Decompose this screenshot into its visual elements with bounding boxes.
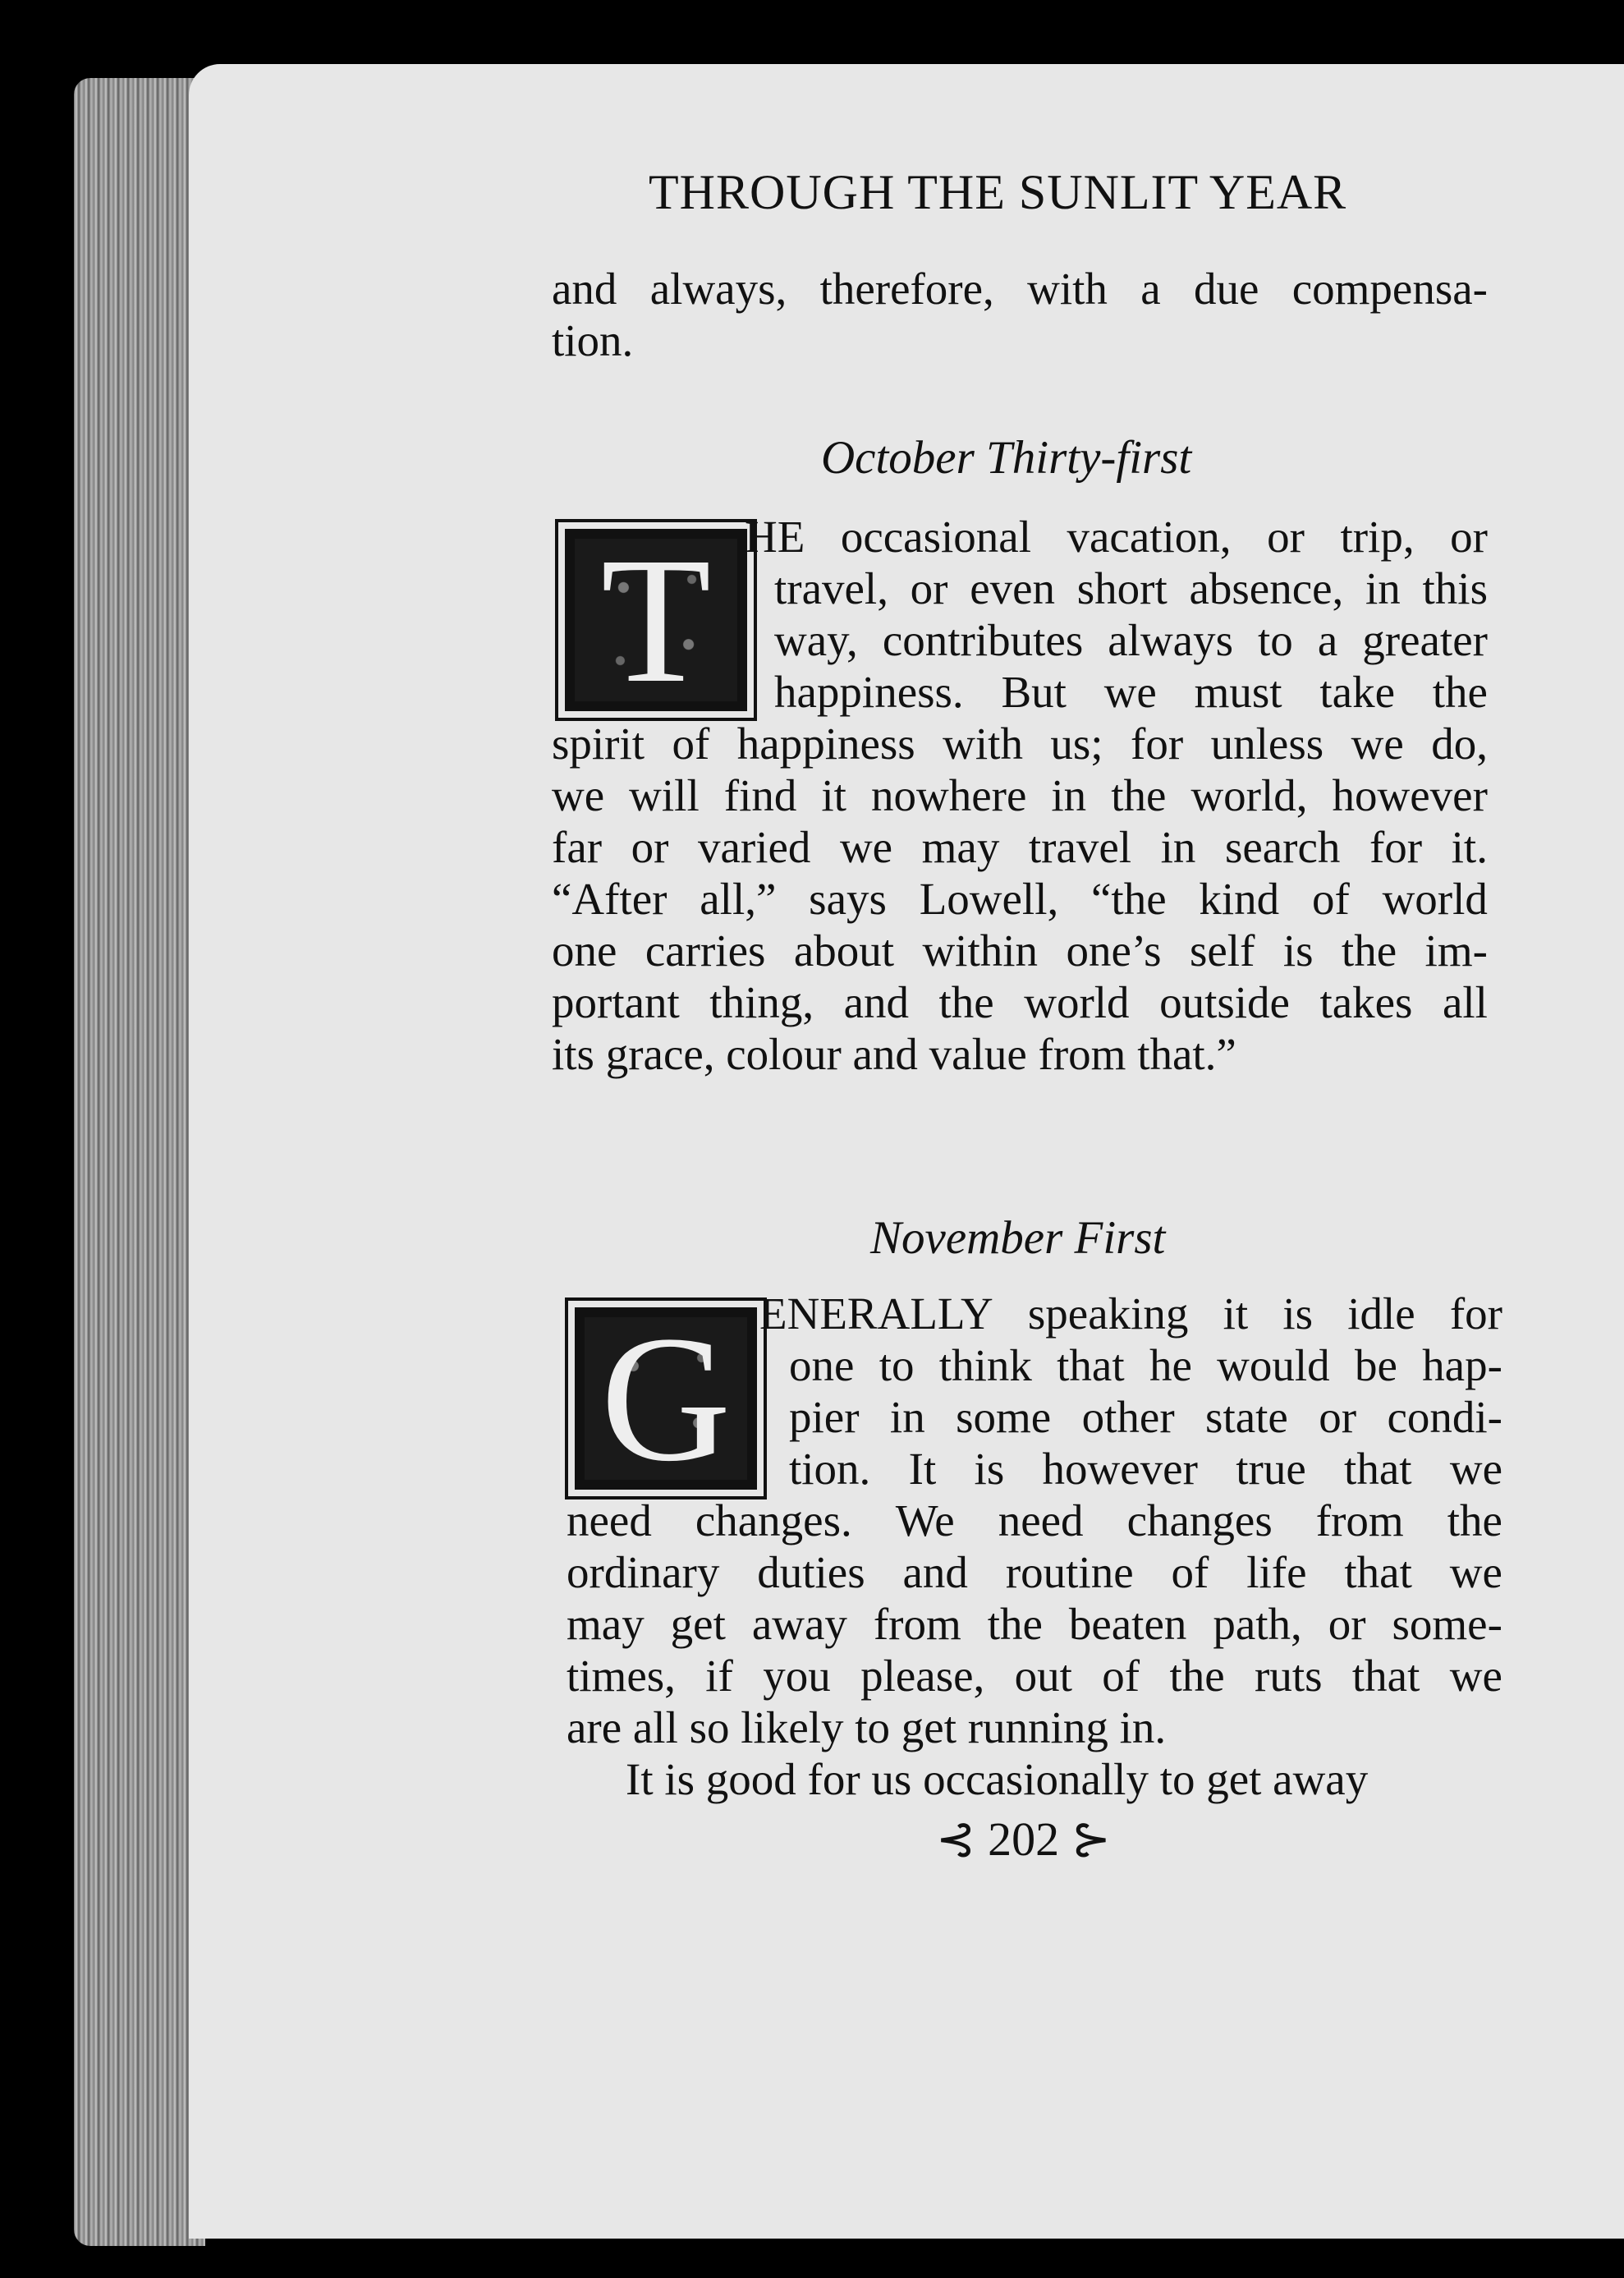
page-number-value: 202 [988,1812,1060,1866]
book-page-edges [74,78,205,2246]
dropcap-letter: T [600,520,712,720]
text-line: HE occasional vacation, or trip, or [745,512,1488,562]
ornament-right-icon: ⊱ [1071,1812,1112,1866]
text-line: need changes. We need changes from the [567,1495,1502,1545]
text-line: its grace, colour and value from that.” [552,1029,1236,1079]
text-line: ENERALLY speaking it is idle for [759,1288,1502,1339]
book-page [189,64,1624,2239]
text-line: we will find it nowhere in the world, however [552,770,1488,820]
text-line: times, if you please, out of the ruts that we [567,1651,1502,1701]
text-line: one to think that he would be hap- [789,1340,1502,1390]
text-line: may get away from the beaten path, or some- [567,1599,1502,1649]
paragraph-october [552,511,1488,1080]
text-line: “After all,” says Lowell, “the kind of world [552,874,1488,924]
text-line: happiness. But we must take the [774,667,1488,717]
carryover-paragraph [552,263,1488,366]
page-number [936,1811,1111,1867]
text-line: It is good for us occasionally to get away [626,1754,1369,1804]
dropcap-letter: G [600,1298,732,1499]
text-line: one carries about within one’s self is the im- [552,925,1488,976]
text-line: far or varied we may travel in search for it. [552,822,1488,872]
text-line: pier in some other state or condi- [789,1392,1502,1442]
text-line: way, contributes always to a greater [774,615,1488,665]
section-heading-october: October Thirty-first [821,432,1192,484]
ornament-left-icon: ⊰ [936,1812,976,1866]
text-line: travel, or even short absence, in this [774,563,1488,613]
text-line: tion. [552,315,634,365]
text-line: and always, therefore, with a due compensa- [552,264,1488,314]
text-line: portant thing, and the world outside takes all [552,977,1488,1027]
text-line: spirit of happiness with us; for unless we do, [552,719,1488,769]
text-line: are all so likely to get running in. [567,1702,1167,1752]
paragraph-november [567,1288,1502,1805]
text-line: tion. It is however true that we [789,1444,1502,1494]
running-head: THROUGH THE SUNLIT YEAR [649,165,1347,219]
section-heading-november: November First [870,1212,1166,1264]
text-line: ordinary duties and routine of life that we [567,1547,1502,1597]
